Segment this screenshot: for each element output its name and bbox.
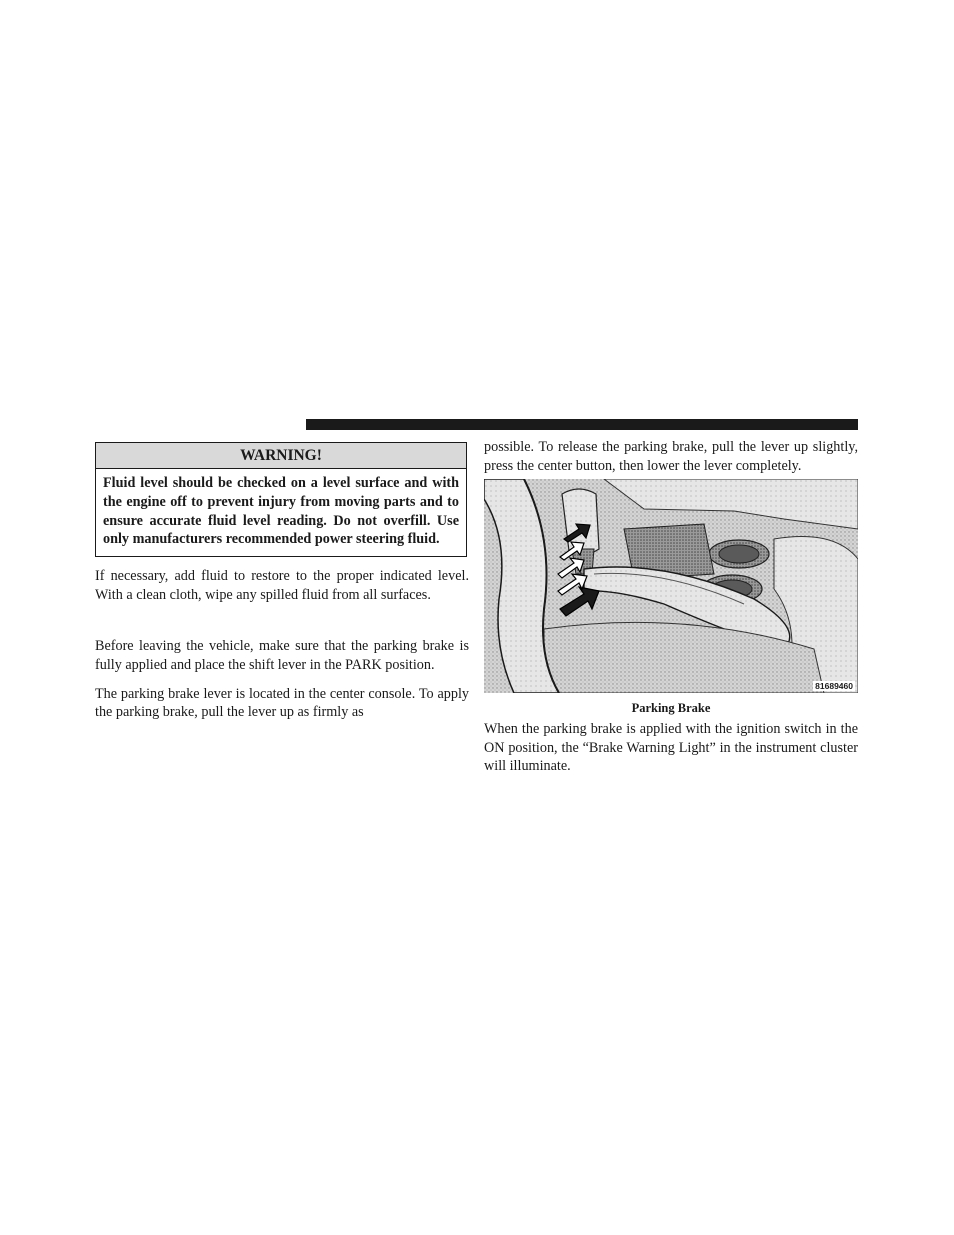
parking-brake-figure: [484, 479, 858, 693]
paragraph-warning-light: When the parking brake is applied with the ignition switch in the ON position, the “Brake Warning Light” in the instrument cluster will illuminate.: [484, 721, 858, 775]
paragraph-before-leaving: Before leaving the vehicle, make sure that the parking brake is fully applied and place the shift lever in the PARK position.: [95, 638, 469, 673]
section-header-rule: [306, 419, 858, 430]
warning-box: [95, 442, 467, 557]
figure-caption: Parking Brake: [631, 701, 711, 716]
paragraph-release-brake: possible. To release the parking brake, pull the lever up slightly, press the center button, then lower the lever completely.: [484, 439, 858, 474]
left-column: [95, 442, 469, 722]
warning-text: Fluid level should be checked on a level surface and with the engine off to prevent injury from moving parts and to ensure accurate fluid level reading. Do not overfill. Use only manufacturers recommended power steering fluid.: [103, 475, 459, 548]
figure-id: 81689460: [815, 681, 853, 692]
paragraph-lever-location: The parking brake lever is located in the center console. To apply the parking brake, pull the lever up as firmly as: [95, 685, 469, 721]
parking-brake-illustration: [484, 479, 858, 693]
warning-title: WARNING!: [96, 443, 466, 469]
right-column: [484, 438, 858, 776]
paragraph-add-fluid: If necessary, add fluid to restore to the proper indicated level. With a clean cloth, wipe any spilled fluid from all surfaces.: [95, 568, 469, 603]
